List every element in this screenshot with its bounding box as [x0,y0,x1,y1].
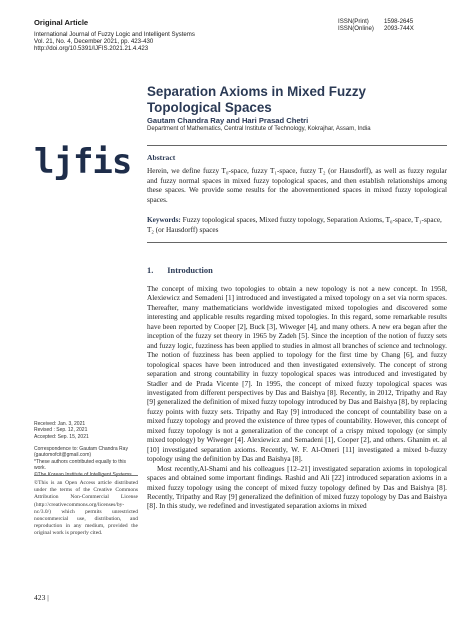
abstract-bottom-rule [147,242,447,243]
received-dates [34,421,138,440]
section-title: Introduction [167,266,213,275]
keywords-text: Fuzzy topological spaces, Mixed fuzzy topology, Separation Axioms, T₀-space, T₁-space, T₂ (or Hausdorff) spaces [147,216,442,234]
volume-info: Vol. 21, No. 4, December 2021, pp. 423-430 [34,38,154,46]
issn-online: ISSN(Online) 2093-744X [338,25,414,33]
issn-print: ISSN(Print) 1598-2645 [338,18,414,25]
correspondence-email[interactable]: (gautomofcit@gmail.com) [34,452,92,459]
doi-link[interactable]: http://doi.org/10.5391/IJFIS.2021.21.4.423 [34,45,149,53]
journal-logo: ljfis [34,142,132,182]
keywords-label: Keywords: [147,216,181,224]
correspondence-block [34,446,138,478]
copyright-line: ©The Korean Institute of Intelligent Systems [34,471,132,478]
paragraph: Most recently,Al-Shami and his colleagues [12–21] investigated separation axioms in topological spaces and obtained some important findings. Rashid and Ali [22] introduced separation axioms in a mixed fuzzy topology using the concept of mixed fuzzy topology defined by Das and Baishya [8]. Recently, Tripathy and Ray [9] generalized the definition of mixed fuzzy topology by Das and Baishya [8]. In this study, we redefined and investigated separation axioms in mixed [147,464,447,511]
abstract-text: Herein, we define fuzzy T₀-space, fuzzy T₁-space, fuzzy T₂ (or Hausdorff), as well as fuzzy regular and fuzzy normal spaces in mixed fuzzy topological spaces, and then establish relationships among these spaces. We provide some results for the abovementioned spaces in mixed fuzzy topological spaces. [147,167,447,204]
journal-name: International Journal of Fuzzy Logic and Intelligent Systems [34,31,195,38]
page-number: 423 | [34,593,49,602]
paper-title: Separation Axioms in Mixed Fuzzy Topological Spaces [147,84,367,115]
received-date: Received: Jan. 3, 2021 [34,421,86,427]
abstract-heading: Abstract [147,153,176,162]
correspondence-line: Correspondence to: Gautam Chandra Ray [34,446,128,452]
journal-header [34,18,274,53]
issn-block [338,18,458,33]
equal-contribution-note: *These authors contributed equally to this work. [34,458,126,472]
paper-affiliation: Department of Mathematics, Central Institute of Technology, Kokrajhar, Assam, India [147,126,371,132]
open-access-notice: ©This is an Open Access article distributed under the terms of the Creative Commons Attribution Non-Commercial License (http://creativecommons.org/licenses/by-nc/3.0/) which permits unrestricted noncommercial use, distribution, and reproduction in any medium, provided the original work is properly cited. [34,480,138,537]
section-number: 1. [147,266,154,275]
sidebar-rule [34,475,138,476]
section-heading [147,266,213,275]
paper-authors: Gautam Chandra Ray and Hari Prasad Chetri [147,116,309,125]
keywords [147,216,447,235]
abstract-top-rule [147,145,447,146]
body-text [147,285,447,512]
article-type: Original Article [34,18,89,27]
revised-date: Revised : Sep. 12, 2021 [34,427,88,434]
paragraph: The concept of mixing two topologies to obtain a new topology is not a new concept. In 1958, Alexiewicz and Semadeni [1] introduced and investigated a mixed topology on a set via norm spaces. Thereafter, many mathematicians worldwide investigated mixed topologies and discovered some interesting and applicable results regarding mixed topologies. In this regard, some remarkable results have been reported by Cooper [2], Buck [3], Wiweger [4], and many others. A new era began after the inception of the fuzzy set theory in 1965 by Zadeh [5]. Since the inception of the notion of fuzzy sets and fuzzy logic, fuzziness has been applied to studies in almost all branches of science and technology. The notion of fuzziness has been applied to topology for the first time by Chang [6], and fuzzy topological spaces have been introduced and then investigated extensively. The concept of strong separation and strong countability in fuzzy topological spaces was introduced and investigated by Stadler and de Prada Vicente [7]. In 1995, the concept of mixed fuzzy topological spaces was investigated from different perspectives by Das and Baishya [8]. Recently, in 2012, Tripathy and Ray [9] generalized the definition of mixed fuzzy topology introduced by Das and Baishya [8], by replacing fuzzy points with fuzzy sets. Tripathy and Ray [9] introduced the concept of countability base on a mixed fuzzy topology and proved the existence of three types of countability. However, this concept of mixed fuzzy topology is not a generalization of the concept of a crispy mixed topology (or simply mixed topology) by Wiweger [4]. Alexiewicz and Semadeni [1], Cooper [2], and others. Ghanim et. al [10] investigated separation axioms. Recently, W. F. Al-Omeri [11] investigated a mixed b-fuzzy topology using the definition by Das and Baishya [8]. [147,285,447,464]
accepted-date: Accepted: Sep. 15, 2021 [34,433,89,440]
